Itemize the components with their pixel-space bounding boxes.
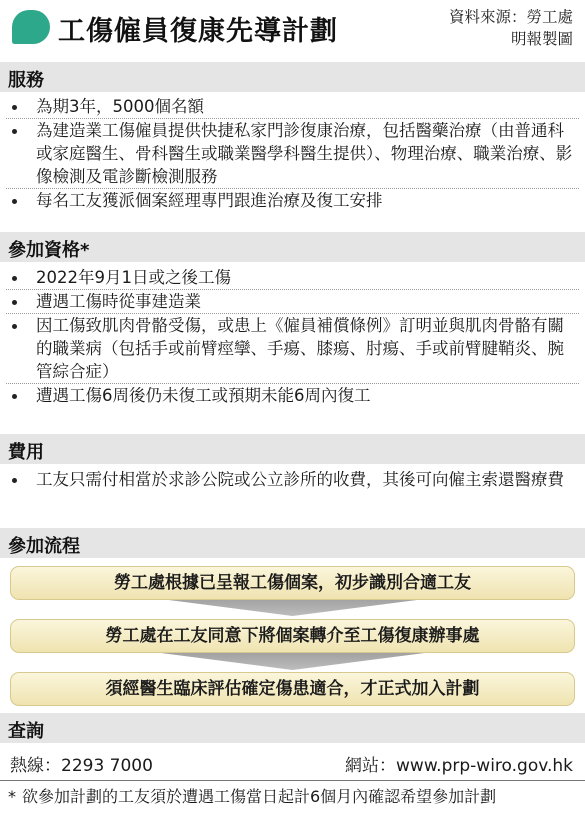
section-title-eligibility: 參加資格* [8,240,90,261]
footnote-text: 欲參加計劃的工友須於遭遇工傷當日起計6個月內確認希望參加計劃 [22,787,497,806]
bullet-icon [12,394,17,399]
list-item: 工友只需付相當於求診公院或公立診所的收費，其後可向僱主索還醫療費 [0,468,585,491]
section-inquiry [0,713,585,743]
footnote-star: * [8,787,16,806]
list-item: 2022年9月1日或之後工傷 [0,266,585,289]
process-step: 勞工處根據已呈報工傷個案，初步識別合適工友 [10,566,575,600]
list-item: 因工傷致肌肉骨骼受傷，或患上《僱員補償條例》訂明並與肌肉骨骼有關的職業病（包括手或前臂痙攣、手瘍、膝瘍、肘瘍、手或前臂腱鞘炎、腕管綜合症） [0,314,585,383]
list-item: 遭遇工傷時從事建造業 [0,290,585,313]
credit-line: 明報製圖 [510,30,573,48]
bullet-icon [12,276,17,281]
section-title-inquiry: 查詢 [8,721,44,742]
list-item: 為期3年，5000個名額 [0,95,585,118]
section-fees [0,434,585,464]
section-title-services: 服務 [8,70,44,91]
list-item: 為建造業工傷僱員提供快捷私家門診復康治療，包括醫藥治療（由普通科或家庭醫生、骨科醫生或職業醫學科醫生提供）、物理治療、職業治療、影像檢測及電診斷檢測服務 [0,119,585,188]
leaf-logo-icon [12,10,50,44]
bullet-icon [12,478,17,483]
page-title: 工傷僱員復康先導計劃 [58,16,338,47]
section-title-fees: 費用 [8,442,44,463]
bullet-icon [12,324,17,329]
fees-list [0,468,585,491]
footnote [8,786,578,808]
divider [0,780,585,781]
section-process [0,528,585,558]
section-eligibility [0,232,585,262]
process-flow [0,564,585,708]
contact-info [0,744,585,780]
list-item: 遭遇工傷6周後仍未復工或預期未能6周內復工 [0,384,585,407]
bullet-icon [12,105,17,110]
hotline: 熱線：2293 7000 [10,756,153,776]
bullet-icon [12,300,17,305]
section-services [0,62,585,92]
process-step: 須經醫生臨床評估確定傷患適合，才正式加入計劃 [10,672,575,706]
process-step: 勞工處在工友同意下將個案轉介至工傷復康辦事處 [10,619,575,653]
list-item: 每名工友獲派個案經理專門跟進治療及復工安排 [0,189,585,212]
website-link[interactable]: 網站：www.prp-wiro.gov.hk [345,756,573,776]
services-list [0,95,585,212]
page-header [0,0,585,56]
source-credit [449,6,573,50]
section-title-process: 參加流程 [8,536,80,557]
source-line: 資料來源：勞工處 [448,8,573,26]
bullet-icon [12,129,17,134]
eligibility-list [0,266,585,407]
bullet-icon [12,199,17,204]
